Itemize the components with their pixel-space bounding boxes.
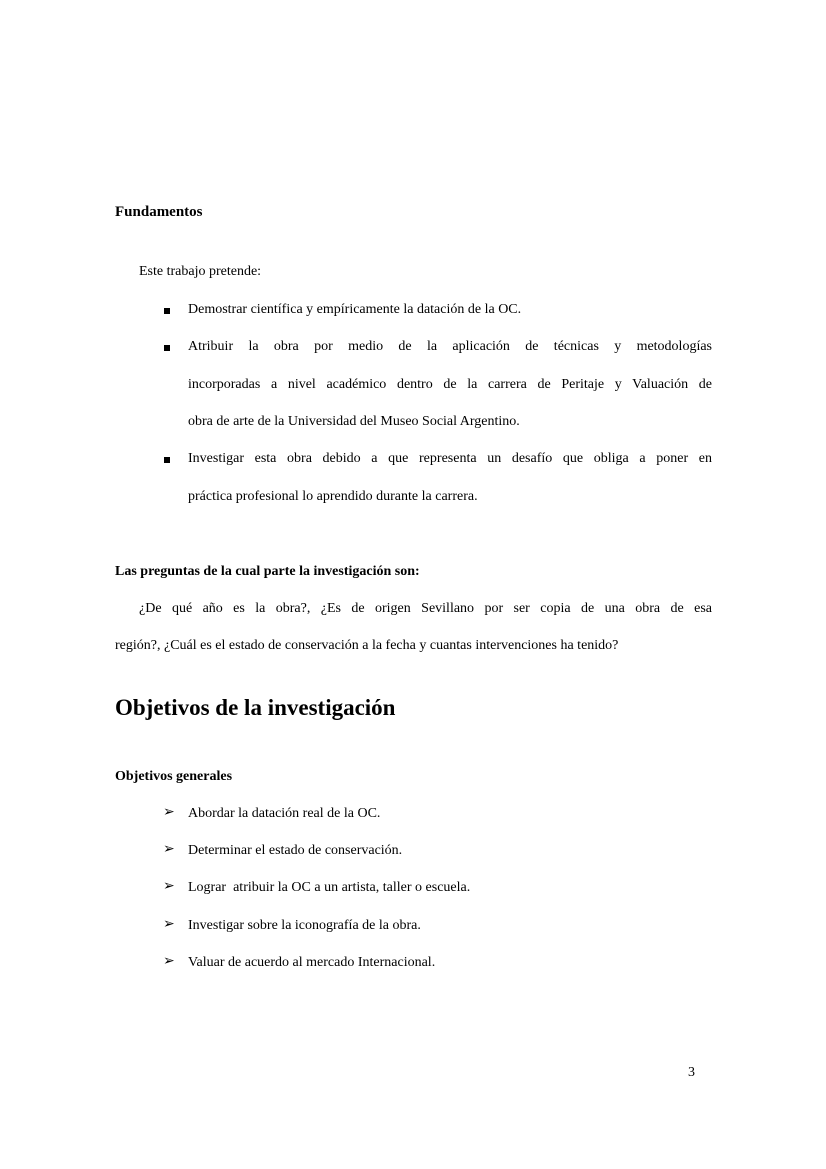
arrow-bullet-icon: ➢ — [163, 805, 175, 820]
square-bullet-icon — [164, 345, 170, 351]
objectives-heading: Objetivos de la investigación — [115, 695, 396, 720]
bullet-2-line-1: Atribuir la obra por medio de la aplicación de técnicas y metodologías — [188, 339, 712, 354]
general-objectives-title: Objetivos generales — [115, 769, 233, 784]
bullet-2-line-2: incorporadas a nivel académico dentro de la carrera de Peritaje y Valuación de — [188, 377, 712, 392]
objective-item-5: Valuar de acuerdo al mercado Internacional. — [188, 955, 436, 970]
intro-text: Este trabajo pretende: — [139, 264, 262, 279]
questions-line-2: región?, ¿Cuál es el estado de conservación a la fecha y cuantas intervenciones ha tenido? — [115, 638, 619, 653]
square-bullet-icon — [164, 457, 170, 463]
square-bullet-icon — [164, 308, 170, 314]
questions-title: Las preguntas de la cual parte la investigación son: — [115, 564, 420, 579]
arrow-bullet-icon: ➢ — [163, 954, 175, 969]
questions-line-1: ¿De qué año es la obra?, ¿Es de origen Sevillano por ser copia de una obra de esa — [139, 601, 712, 616]
arrow-bullet-icon: ➢ — [163, 879, 175, 894]
page-number: 3 — [688, 1065, 695, 1080]
bullet-1-line-1: Demostrar científica y empíricamente la datación de la OC. — [188, 302, 522, 317]
arrow-bullet-icon: ➢ — [163, 842, 175, 857]
bullet-3-line-1: Investigar esta obra debido a que representa un desafío que obliga a poner en — [188, 451, 712, 466]
arrow-bullet-icon: ➢ — [163, 917, 175, 932]
objective-item-1: Abordar la datación real de la OC. — [188, 806, 381, 821]
bullet-2-line-3: obra de arte de la Universidad del Museo Social Argentino. — [188, 414, 520, 429]
objective-item-4: Investigar sobre la iconografía de la obra. — [188, 918, 421, 933]
bullet-3-line-2: práctica profesional lo aprendido durante la carrera. — [188, 489, 478, 504]
objective-item-2: Determinar el estado de conservación. — [188, 843, 403, 858]
section-title-fundamentos: Fundamentos — [115, 204, 203, 220]
objective-item-3: Lograr atribuir la OC a un artista, taller o escuela. — [188, 880, 471, 895]
